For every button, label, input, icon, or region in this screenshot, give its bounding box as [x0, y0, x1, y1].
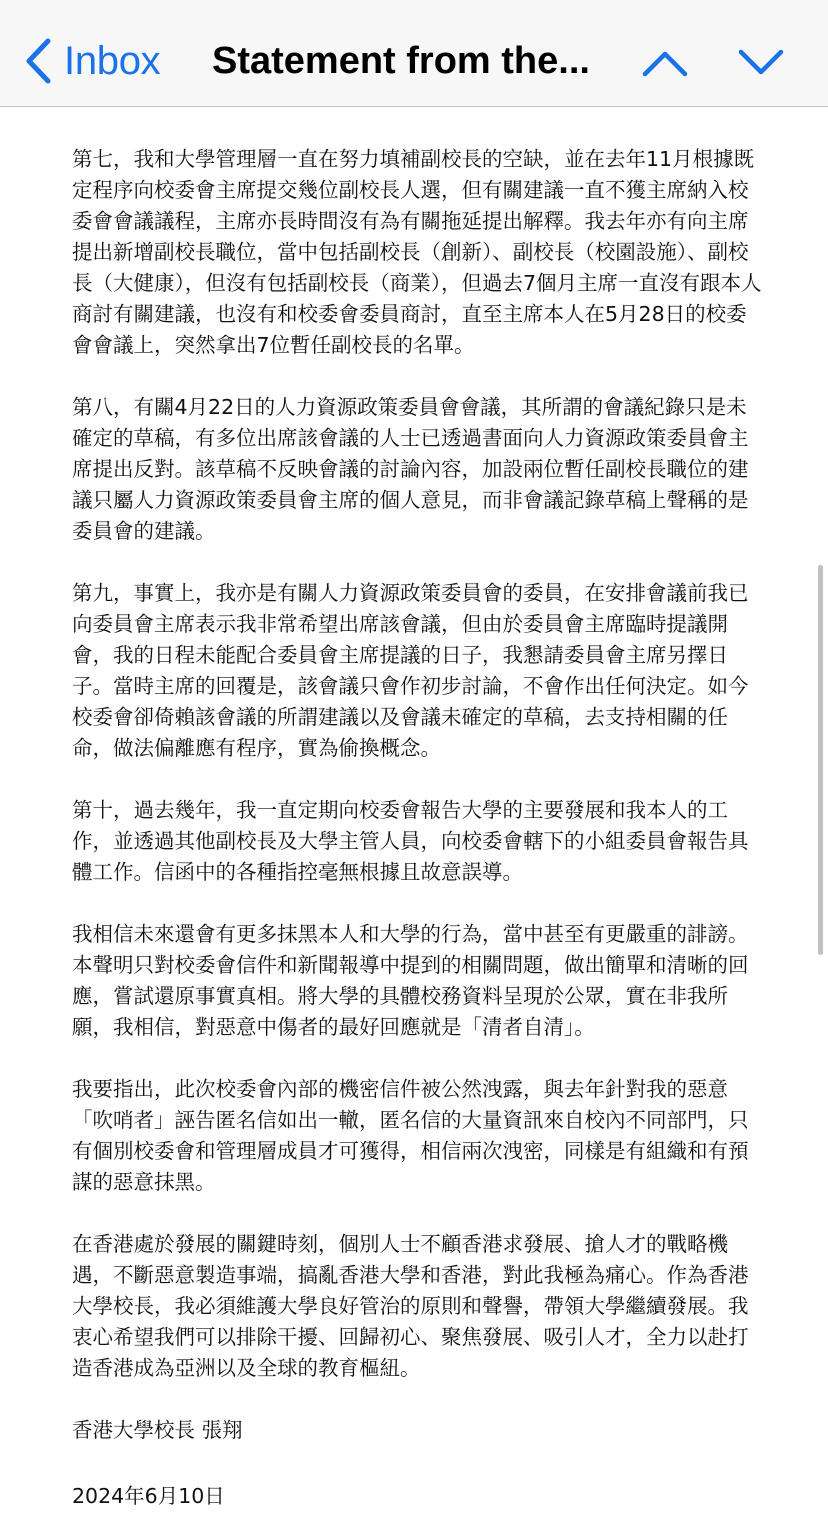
- back-to-inbox-button[interactable]: [24, 34, 160, 88]
- next-message-button[interactable]: [736, 40, 786, 86]
- paragraph-conclusion-1: 我相信未來還會有更多抹黑本人和大學的行為，當中甚至有更嚴重的誹謗。本聲明只對校委會信件和新聞報導中提到的相關問題，做出簡單和清晰的回應，嘗試還原事實真相。將大學的具體校務資料呈現於公眾，實在非我所願，我相信，對惡意中傷者的最好回應就是「清者自清」。: [72, 922, 749, 1039]
- back-label: Inbox: [64, 38, 161, 83]
- vertical-scrollbar[interactable]: [818, 565, 823, 955]
- chevron-left-icon: [24, 38, 52, 84]
- chevron-up-icon: [642, 49, 688, 77]
- signature: 香港大學校長 張翔: [72, 1418, 243, 1442]
- message-body[interactable]: [72, 82, 762, 1512]
- paragraph-conclusion-3: 在香港處於發展的關鍵時刻，個別人士不顧香港求發展、搶人才的戰略機遇，不斷惡意製造事端，搞亂香港大學和香港，對此我極為痛心。作為香港大學校長，我必須維護大學良好管治的原則和聲譽，帶領大學繼續發展。我衷心希望我們可以排除干擾、回歸初心、聚焦發展、吸引人才，全力以赴打造香港成為亞洲以及全球的教育樞紐。: [72, 1232, 749, 1380]
- previous-message-button[interactable]: [640, 40, 690, 86]
- paragraph-9: 第九，事實上，我亦是有關人力資源政策委員會的委員，在安排會議前我已向委員會主席表示我非常希望出席該會議，但由於委員會主席臨時提議開會，我的日程未能配合委員會主席提議的日子，我懇請委員會主席另擇日子。當時主席的回覆是，該會議只會作初步討論，不會作出任何決定。如今校委會卻倚賴該會議的所謂建議以及會議未確定的草稿，去支持相關的任命，做法偏離應有程序，實為偷換概念。: [72, 581, 749, 760]
- message-subject-title: Statement from the...: [212, 40, 590, 82]
- statement-date: 2024年6月10日: [72, 1484, 225, 1508]
- paragraph-conclusion-2: 我要指出，此次校委會內部的機密信件被公然洩露，與去年針對我的惡意「吹哨者」誣告匿名信如出一轍，匿名信的大量資訊來自校內不同部門，只有個別校委會和管理層成員才可獲得，相信兩次洩密，同樣是有組織和有預謀的惡意抹黑。: [72, 1077, 749, 1194]
- chevron-down-icon: [738, 49, 784, 77]
- paragraph-10: 第十，過去幾年，我一直定期向校委會報告大學的主要發展和我本人的工作，並透過其他副校長及大學主管人員，向校委會轄下的小組委員會報告具體工作。信函中的各種指控毫無根據且故意誤導。: [72, 798, 749, 884]
- paragraph-7: 第七，我和大學管理層一直在努力填補副校長的空缺，並在去年11月根據既定程序向校委會主席提交幾位副校長人選，但有關建議一直不獲主席納入校委會會議議程，主席亦長時間沒有為有關拖延提出解釋。我去年亦有向主席提出新增副校長職位，當中包括副校長（創新）、副校長（校園設施）、副校長（大健康），但沒有包括副校長（商業），但過去7個月主席一直沒有跟本人商討有關建議，也沒有和校委會委員商討，直至主席本人在5月28日的校委會會議上，突然拿出7位暫任副校長的名單。: [72, 147, 762, 357]
- paragraph-8: 第八，有關4月22日的人力資源政策委員會會議，其所謂的會議紀錄只是未確定的草稿，有多位出席該會議的人士已透過書面向人力資源政策委員會主席提出反對。該草稿不反映會議的討論內容，加設兩位暫任副校長職位的建議只屬人力資源政策委員會主席的個人意見，而非會議記錄草稿上聲稱的是委員會的建議。: [72, 395, 749, 543]
- navigation-bar: [0, 0, 828, 107]
